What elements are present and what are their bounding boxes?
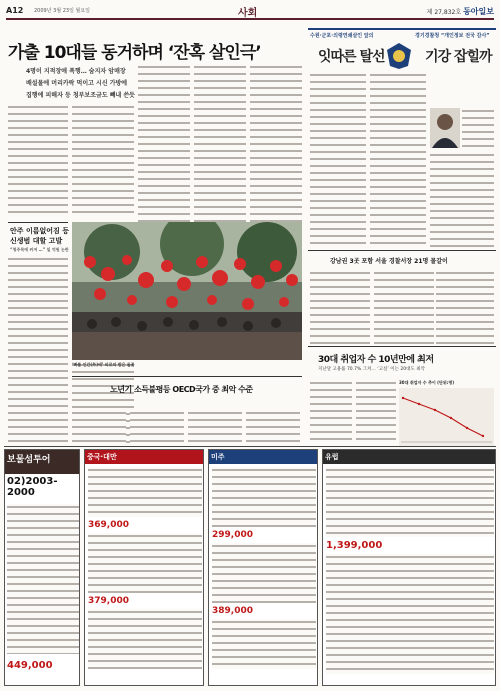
subheadline-3: 집행에 피해자 등 청부보조금도 빼내 쓴듯	[26, 92, 135, 99]
article-column	[310, 270, 370, 344]
article-column	[8, 104, 68, 214]
ad-text	[7, 504, 79, 654]
box-headline-1: 안주 이름없어짐 등	[10, 227, 69, 235]
edition-number: 제 27,832호	[426, 9, 462, 16]
ad-text	[88, 609, 202, 669]
police-chiefs-headline: 강남권 3곳 포함 서울 경찰서장 21명 물갈이	[330, 258, 448, 265]
page-header	[6, 4, 494, 20]
article-column	[72, 410, 126, 444]
ad-text	[326, 554, 494, 674]
china-ad-price: 369,000	[88, 520, 129, 530]
main-headline: 가출 10대들 동거하며 ‘잔혹 살인극’	[8, 43, 261, 63]
lantern-photo	[72, 222, 302, 360]
travel-ad-phone: 02)2003-2000	[7, 476, 58, 498]
divider	[308, 28, 496, 30]
right-headline-1: 잇따른 탈선	[318, 49, 385, 65]
china-ad-price-2: 379,000	[88, 596, 129, 606]
tax-headline: 노년기 소득불평등 OECD국가 중 최악 수준	[110, 385, 253, 394]
divider	[8, 222, 68, 223]
article-column	[462, 108, 494, 148]
ad-text	[326, 467, 494, 537]
article-column	[130, 410, 184, 444]
ad-text	[212, 467, 316, 527]
masthead	[427, 6, 494, 17]
usa-ad-title: 미주	[209, 450, 317, 464]
article-column	[310, 72, 366, 248]
article-column	[310, 380, 352, 444]
ad-text	[88, 467, 202, 517]
usa-ad-price: 299,000	[212, 530, 253, 540]
article-column	[436, 270, 494, 344]
police-emblem	[386, 42, 412, 70]
issue-date: 2009년 3월 23일 월요일	[34, 8, 91, 14]
jobs-subheadline: 지난달 고용률 70.7% 그쳐… ‘고실’ 이는 20대도 최악	[318, 367, 425, 372]
travel-ad	[4, 449, 80, 686]
article-column	[246, 410, 300, 444]
photo-caption-block	[72, 362, 302, 376]
divider	[308, 346, 496, 347]
right-kicker-1: 수원·군포·의령연쇄살인 앞의	[310, 33, 374, 39]
subheadline-1: 4명이 지적장애 폭행… 숨지자 암매장	[26, 68, 126, 75]
article-column	[8, 256, 68, 444]
europe-ad-price: 1,399,000	[326, 540, 383, 551]
portrait-photo	[430, 108, 460, 148]
ad-text	[212, 543, 316, 603]
article-column	[430, 152, 494, 248]
box-headline-3: “청주목에 커져 …” 일 억원 논란	[10, 247, 69, 252]
section-name: 사회	[238, 8, 258, 19]
right-headline-2: 기강 잡힐까	[425, 49, 492, 65]
article-column	[370, 72, 426, 248]
article-column	[72, 104, 134, 214]
ad-section-divider	[4, 446, 496, 447]
chart-title: 30대 취업자 수 추이 (단위:명)	[399, 380, 455, 385]
europe-ad-title: 유럽	[323, 450, 495, 464]
article-column	[356, 380, 396, 444]
page-number: A12	[6, 6, 24, 15]
chart-graphic	[399, 388, 494, 446]
usa-tour-ad	[208, 449, 318, 686]
photo-caption: ‘빠를 인간(外)에’ 피로의 밤은 둘꽃	[72, 362, 135, 367]
travel-ad-price: 449,000	[7, 660, 53, 671]
subheadline-2: 배설물에 머리카락 먹이고 시신 가방에	[26, 80, 128, 87]
china-ad-title: 중국·대만	[85, 450, 203, 464]
travel-ad-title: 보물섬투어	[7, 455, 51, 465]
europe-tour-ad	[322, 449, 496, 686]
china-tour-ad	[84, 449, 204, 686]
travel-ad-header	[5, 450, 79, 474]
divider	[308, 250, 496, 251]
ad-text	[212, 619, 316, 669]
divider	[72, 376, 302, 377]
paper-name: 동아일보	[463, 6, 494, 16]
jobs-headline: 30대 취업자 수 10년만에 최저	[318, 355, 434, 365]
ad-text	[88, 533, 202, 593]
article-column	[188, 410, 242, 444]
usa-ad-price-2: 389,000	[212, 606, 253, 616]
box-headline-2: 신생범 대할 고발	[10, 237, 63, 245]
right-kicker-2: 경기경찰청 “개인정보 전국 감사”	[415, 33, 490, 39]
article-column	[374, 270, 434, 344]
